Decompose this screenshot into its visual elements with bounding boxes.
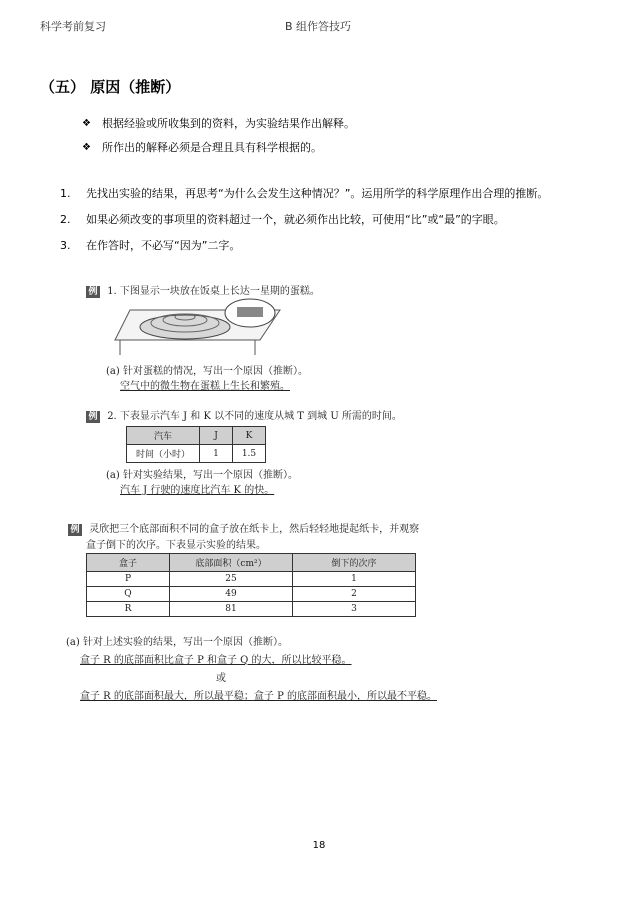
example-tag: 例 <box>86 411 100 423</box>
table-cell: 2 <box>293 587 416 602</box>
bullet-list <box>82 112 355 160</box>
list-text: 先找出实验的结果，再思考“为什么会发生这种情况？”。运用所学的科学原理作出合理的推断。 <box>86 187 549 200</box>
header-right: B 组作答技巧 <box>285 20 352 33</box>
speed-time-table <box>126 426 266 463</box>
or-text: 或 <box>216 673 226 684</box>
table-cell: Q <box>87 587 170 602</box>
table-cell: 1 <box>200 445 233 463</box>
list-item <box>60 181 548 207</box>
example-text: 下表显示汽车 J 和 K 以不同的速度从城 T 到城 U 所需的时间。 <box>119 411 402 422</box>
example-number: 1. <box>107 286 117 297</box>
list-number: 2. <box>60 213 71 226</box>
table-cell: 时间（小时） <box>127 445 200 463</box>
example-1-qa <box>106 362 308 392</box>
table-header-cell: K <box>233 427 266 445</box>
table-row <box>87 572 416 587</box>
question-text: (a) 针对实验结果，写出一个原因（推断）。 <box>106 470 298 481</box>
box-area-table <box>86 553 416 617</box>
list-number: 1. <box>60 187 71 200</box>
table-cell: 81 <box>170 602 293 617</box>
example-3-qa <box>66 634 437 706</box>
table-row <box>127 445 266 463</box>
question-text: (a) 针对上述实验的结果，写出一个原因（推断）。 <box>66 637 288 648</box>
table-cell: 1.5 <box>233 445 266 463</box>
example-2 <box>86 407 402 423</box>
table-cell: 25 <box>170 572 293 587</box>
example-number: 2. <box>107 411 117 422</box>
question-text: (a) 针对蛋糕的情况，写出一个原因（推断）。 <box>106 366 308 377</box>
diamond-bullet-icon: ❖ <box>82 142 91 153</box>
bullet-text: 所作出的解释必须是合理且具有科学根据的。 <box>102 141 322 154</box>
bullet-item <box>82 136 355 160</box>
table-row <box>87 587 416 602</box>
list-text: 如果必须改变的事项里的资料超过一个，就必须作出比较，可使用“比”或“最”的字眼。 <box>86 213 505 226</box>
table-cell: 1 <box>293 572 416 587</box>
answer-text: 汽车 J 行驶的速度比汽车 K 的快。 <box>120 485 275 496</box>
example-text: 下图显示一块放在饭桌上长达一星期的蛋糕。 <box>119 286 320 297</box>
table-cell: R <box>87 602 170 617</box>
table-cell: 3 <box>293 602 416 617</box>
header-left: 科学考前复习 <box>40 20 106 33</box>
list-number: 3. <box>60 239 71 252</box>
answer-text: 盒子 R 的底部面积最大，所以最平稳；盒子 P 的底部面积最小，所以最不平稳。 <box>80 691 437 702</box>
table-header-row <box>87 554 416 572</box>
list-item <box>60 233 548 259</box>
table-header-row <box>127 427 266 445</box>
example-3 <box>68 520 419 551</box>
example-2-qa <box>106 466 298 496</box>
table-header-cell: 底部面积（cm²） <box>170 554 293 572</box>
example-text: 灵欣把三个底部面积不同的盒子放在纸卡上，然后轻轻地提起纸卡，并观察 <box>89 524 420 535</box>
table-header-cell: 倒下的次序 <box>293 554 416 572</box>
example-tag: 例 <box>68 524 82 536</box>
table-cell: 49 <box>170 587 293 602</box>
list-text: 在作答时，不必写“因为”二字。 <box>86 239 241 252</box>
section-title: （五） 原因（推断） <box>40 78 181 96</box>
bullet-text: 根据经验或所收集到的资料，为实验结果作出解释。 <box>102 117 355 130</box>
diamond-bullet-icon: ❖ <box>82 118 91 129</box>
numbered-list <box>60 181 548 259</box>
answer-text: 空气中的微生物在蛋糕上生长和繁殖。 <box>120 381 290 392</box>
bullet-item <box>82 112 355 136</box>
table-header-cell: J <box>200 427 233 445</box>
list-item <box>60 207 548 233</box>
table-header-cell: 汽车 <box>127 427 200 445</box>
cake-on-table-illustration <box>110 295 290 357</box>
example-text: 盒子倒下的次序。下表显示实验的结果。 <box>86 539 266 551</box>
table-cell: P <box>87 572 170 587</box>
page-number: 18 <box>312 840 326 851</box>
table-row <box>87 602 416 617</box>
table-header-cell: 盒子 <box>87 554 170 572</box>
example-tag: 例 <box>86 286 100 298</box>
answer-text: 盒子 R 的底部面积比盒子 P 和盒子 Q 的大，所以比较平稳。 <box>80 655 352 666</box>
